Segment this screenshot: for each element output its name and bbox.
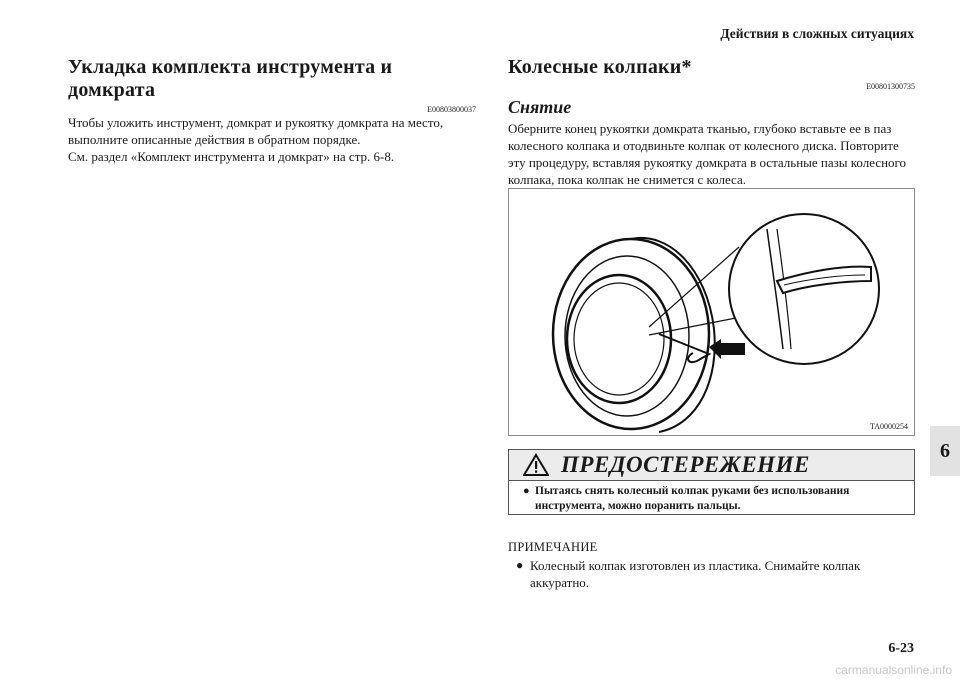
- section-header: Действия в сложных ситуациях: [720, 26, 914, 41]
- bullet-icon: ●: [516, 558, 524, 572]
- note-label: ПРИМЕЧАНИЕ: [508, 540, 598, 554]
- figure-code: TA0000254: [869, 422, 908, 431]
- storage-section-title: Укладка комплекта инструмента и домкрата: [68, 56, 393, 101]
- warning-header: [509, 450, 914, 481]
- tire-side: [631, 238, 715, 432]
- note-item: [508, 557, 915, 591]
- removal-paragraph: Оберните конец рукоятки домкрата тканью, глубоко вставьте ее в паз колесного колпака и отодвиньте колпак от колесного диска. Повторите эту процедуру, вставляя рукоятку домкрата в остальные пазы колесного колпака, пока колпак не снимется с колеса.: [508, 121, 907, 187]
- right-column: [508, 56, 915, 188]
- warning-triangle-icon: [523, 453, 549, 477]
- note-text: Колесный колпак изготовлен из пластика. Снимайте колпак аккуратно.: [530, 558, 861, 590]
- storage-paragraph-2: См. раздел «Комплект инструмента и домкрат» на стр. 6-8.: [68, 149, 395, 164]
- removal-subtitle: Снятие: [508, 97, 572, 117]
- storage-paragraph-1: Чтобы уложить инструмент, домкрат и рукоятку домкрата на место, выполните описанные действия в обратном порядке.: [68, 115, 444, 147]
- page-number: 6-23: [888, 641, 914, 656]
- wheel-cover-rim: [567, 275, 671, 403]
- note-section: [508, 540, 915, 591]
- warning-text: Пытаясь снять колесный колпак руками без использования инструмента, можно поранить пальцы.: [535, 485, 850, 512]
- chapter-tab: 6: [930, 426, 960, 476]
- watermark: carmanualsonline.info: [835, 663, 952, 677]
- storage-section-code: E00803800037: [427, 105, 476, 114]
- jack-handle: [659, 334, 709, 362]
- left-column: [68, 56, 476, 165]
- wheel-covers-title: Колесные колпаки*: [508, 56, 692, 78]
- wheel-covers-code: E00801300735: [866, 82, 915, 91]
- warning-title: ПРЕДОСТЕРЕЖЕНИЕ: [561, 452, 810, 477]
- warning-item: [509, 481, 914, 514]
- bullet-icon: ●: [523, 485, 530, 497]
- warning-box: [508, 449, 915, 515]
- detail-circle: [729, 214, 879, 364]
- wheel-cover-removal-figure: [508, 188, 915, 436]
- wheel-illustration: [509, 189, 914, 435]
- wheel-cover-face: [574, 283, 664, 395]
